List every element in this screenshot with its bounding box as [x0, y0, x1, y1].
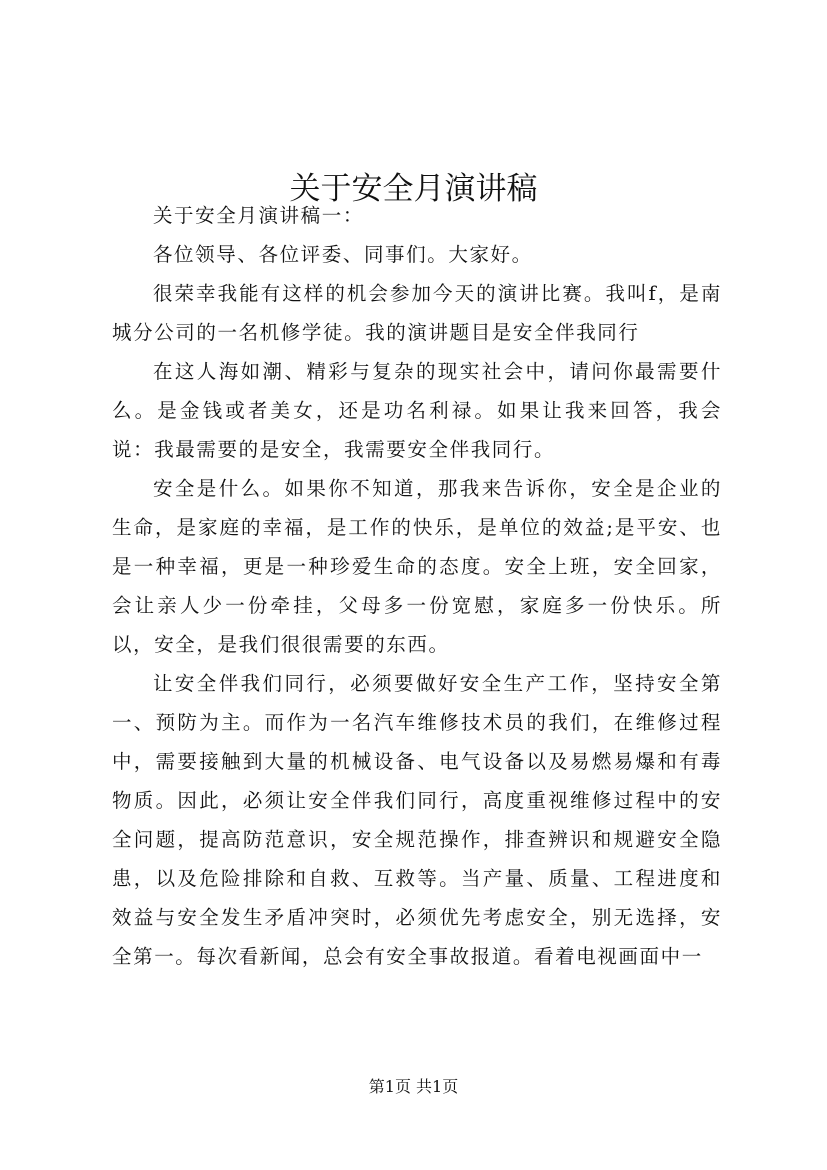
- paragraph: 安全是什么。如果你不知道，那我来告诉你，安全是企业的生命，是家庭的幸福，是工作的快乐，是单位的效益;是平安、也是一种幸福，更是一种珍爱生命的态度。安全上班，安全回家，会让亲人少一份牵挂，父母多一份宽慰，家庭多一份快乐。所以，安全，是我们很很需要的东西。: [112, 477, 722, 656]
- paragraph: 在这人海如潮、精彩与复杂的现实社会中，请问你最需要什么。是金钱或者美女，还是功名利禄。如果让我来回答，我会说：我最需要的是安全，我需要安全伴我同行。: [112, 360, 722, 461]
- paragraph: 各位领导、各位评委、同事们。大家好。: [152, 243, 533, 266]
- paragraph: 关于安全月演讲稿一：: [152, 204, 364, 227]
- document-body: [112, 196, 722, 976]
- paragraph: 很荣幸我能有这样的机会参加今天的演讲比赛。我叫f，是南城分公司的一名机修学徒。我的演讲题目是安全伴我同行: [112, 282, 722, 344]
- paragraph: 让安全伴我们同行，必须要做好安全生产工作，坚持安全第一、预防为主。而作为一名汽车维修技术员的我们，在维修过程中，需要接触到大量的机械设备、电气设备以及易燃易爆和有毒物质。因此，必须让安全伴我们同行，高度重视维修过程中的安全问题，提高防范意识，安全规范操作，排查辨识和规避安全隐患，以及危险排除和自救、互救等。当产量、质量、工程进度和效益与安全发生矛盾冲突时，必须优先考虑安全，别无选择，安全第一。每次看新闻，总会有安全事故报道。看着电视画面中一: [112, 672, 722, 968]
- document-title: 关于安全月演讲稿: [289, 170, 538, 207]
- page-number-footer: 第1页 共1页: [368, 1077, 459, 1096]
